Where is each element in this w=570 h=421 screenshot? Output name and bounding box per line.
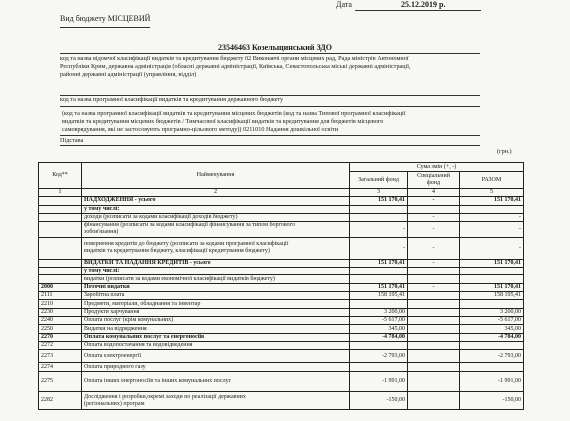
col-code-header: Код** (39, 163, 82, 189)
row-name-line-2: (регіональних) програм (84, 400, 145, 407)
row-general: -150,00 (350, 392, 408, 410)
table-row (39, 196, 524, 205)
row-code (39, 275, 82, 284)
table-row (39, 205, 524, 213)
row-special: - (408, 237, 460, 259)
table-row (39, 259, 524, 267)
row-general (350, 213, 408, 221)
row-special (408, 267, 460, 275)
row-code (39, 259, 82, 267)
row-special: - (408, 196, 460, 205)
row-general: -4 784,00 (350, 334, 408, 342)
row-code: 2250 (39, 325, 82, 334)
row-code (39, 237, 82, 259)
row-general: -5 617,00 (350, 317, 408, 325)
row-name-line: Оплата природного газу (84, 363, 146, 370)
row-code: 2270 (39, 334, 82, 342)
row-general: 158 195,41 (350, 292, 408, 300)
row-name-line: повернення кредитів до бюджету (розписати за кодами програмної класифікації (84, 241, 289, 248)
table-row (39, 392, 524, 410)
row-special (408, 392, 460, 410)
row-general (350, 300, 408, 309)
table-row (39, 267, 524, 275)
row-name (82, 275, 350, 284)
table-row (39, 284, 524, 292)
row-name-line: Дослідження і розробки,окремі заходи по реалізації державних (84, 394, 246, 401)
table-row (39, 275, 524, 284)
row-code: 2275 (39, 372, 82, 392)
row-total: - (460, 213, 524, 221)
row-general: - (350, 221, 408, 237)
row-name (82, 317, 350, 325)
row-general (350, 363, 408, 372)
row-general (350, 342, 408, 350)
basis-underline (60, 145, 480, 146)
program-label: код та назва програмної класифікації видатків та кредитування державного бюджету (60, 96, 284, 103)
row-code (39, 221, 82, 237)
row-name (82, 392, 350, 410)
col-change-header: Сума змін (+, -) (350, 163, 524, 172)
row-special: - (408, 213, 460, 221)
row-general: 3 200,00 (350, 309, 408, 317)
row-special (408, 350, 460, 363)
row-name (82, 325, 350, 334)
row-general: -1 991,00 (350, 372, 408, 392)
row-special: - (408, 284, 460, 292)
row-name (82, 334, 350, 342)
row-special (408, 317, 460, 325)
idx-4: 4 (408, 189, 460, 197)
row-name (82, 284, 350, 292)
col-general-header: Загальний фонд (350, 172, 408, 189)
budget-type: Вид бюджету МІСЦЕВИЙ (60, 14, 151, 23)
row-name-line: Оплата послуг (крім комунальних) (84, 317, 174, 324)
changes-table (38, 162, 524, 410)
local-line1: (код та назва програмної класифікації видатків та кредитування місцевих бюджетів (код та назва Типової програмної класифікації (62, 110, 406, 117)
table-row (39, 372, 524, 392)
row-total (460, 267, 524, 275)
row-code (39, 267, 82, 275)
row-code: 2111 (39, 292, 82, 300)
budget-underline (60, 27, 150, 28)
col-name-header: Найменування (82, 163, 350, 189)
row-general: -2 793,00 (350, 350, 408, 363)
row-name (82, 300, 350, 309)
row-general: 345,00 (350, 325, 408, 334)
row-special (408, 309, 460, 317)
row-total: 151 170,41 (460, 196, 524, 205)
row-total: - (460, 237, 524, 259)
row-name-line: Оплата водопостачання та водовідведення (84, 342, 193, 349)
org-desc-line1: код та назва відомчої класифікації видатків та кредитування бюджету 02 Виконавчі органи місцевих рад, Рада міністрів Автономної (60, 55, 409, 62)
row-code: 2273 (39, 350, 82, 363)
row-code (39, 205, 82, 213)
row-name (82, 350, 350, 363)
table-row (39, 317, 524, 325)
unit-label: (грн.) (497, 148, 512, 155)
row-total (460, 300, 524, 309)
row-special (408, 363, 460, 372)
row-name-line: НАДХОДЖЕННЯ - усього (84, 197, 156, 204)
local-underline (60, 135, 480, 136)
row-name-line: доходи (розписати за кодами класифікації доходів бюджету) (84, 213, 238, 220)
row-name (82, 309, 350, 317)
row-code: 2274 (39, 363, 82, 372)
row-special (408, 334, 460, 342)
row-general: - (350, 237, 408, 259)
date-value: 25.12.2019 р. (401, 0, 446, 9)
row-name (82, 259, 350, 267)
row-name-line: Предмети, матеріали, обладнання та інвентар (84, 300, 201, 307)
row-name-line: Оплата електроенергії (84, 352, 142, 359)
row-special (408, 205, 460, 213)
row-name-line: фінансування (розписати за кодами класифікації фінансування за типом боргового (84, 222, 295, 229)
row-total: -5 617,00 (460, 317, 524, 325)
row-total: 151 170,41 (460, 284, 524, 292)
row-name-line: Продукти харчування (84, 309, 140, 316)
date-underline (355, 10, 481, 11)
table-row (39, 334, 524, 342)
idx-5: 5 (460, 189, 524, 197)
org-desc-line3: районні державні адміністрації (управління, відділ) (60, 71, 197, 78)
row-special (408, 300, 460, 309)
row-name-line-2: зобов'язання) (84, 229, 119, 236)
row-code: 2230 (39, 309, 82, 317)
row-total (460, 275, 524, 284)
org-desc-line2: Республіки Крим, державна адміністрація (обласні державні адміністрації, Київська, Севастопольська міські державні адміністрації, (60, 63, 411, 70)
table-row (39, 221, 524, 237)
row-code: 2282 (39, 392, 82, 410)
row-special (408, 325, 460, 334)
table-row (39, 325, 524, 334)
row-name-line: Поточні видатки (84, 284, 130, 291)
row-name-line-2: видатків та кредитування бюджету, класифікації кредитування бюджету) (84, 248, 270, 255)
local-line2: видатків та кредитування місцевих бюджетів / Тимчасової класифікації видатків та кредитування для бюджетів місцевого (62, 118, 384, 125)
row-total (460, 363, 524, 372)
row-name (82, 196, 350, 205)
row-code: 2272 (39, 342, 82, 350)
col-total-header: РАЗОМ (460, 172, 524, 189)
row-name-line: Оплата комунальних послуг та енергоносіїв (84, 334, 205, 341)
row-special (408, 275, 460, 284)
row-code (39, 196, 82, 205)
row-code: 2240 (39, 317, 82, 325)
row-name-line: Видатки на відрядження (84, 325, 147, 332)
table-row (39, 342, 524, 350)
row-name (82, 237, 350, 259)
basis-label: Підстава (60, 137, 84, 144)
row-total: -2 793,00 (460, 350, 524, 363)
table-row (39, 350, 524, 363)
row-name (82, 372, 350, 392)
table-row (39, 309, 524, 317)
org-underline (60, 53, 480, 54)
row-name (82, 363, 350, 372)
row-total: - (460, 221, 524, 237)
row-name (82, 292, 350, 300)
row-name (82, 205, 350, 213)
row-code: 2210 (39, 300, 82, 309)
row-name (82, 213, 350, 221)
table-row (39, 300, 524, 309)
row-total (460, 342, 524, 350)
row-total (460, 205, 524, 213)
date-label: Дата (336, 0, 352, 9)
row-total: -150,00 (460, 392, 524, 410)
row-total: 345,00 (460, 325, 524, 334)
row-name-line: у тому числі: (84, 267, 120, 274)
row-general: 151 170,41 (350, 196, 408, 205)
table-row (39, 237, 524, 259)
row-total: -4 784,00 (460, 334, 524, 342)
col-special-header: Спеціальний фонд (408, 172, 460, 189)
row-name-line: видатки (розписати за кодами економічної класифікації видатків бюджету) (84, 275, 275, 282)
row-name-line: у тому числі: (84, 205, 120, 212)
row-code (39, 213, 82, 221)
local-line3: самоврядування, які не застосовують програмно-цільового методу)) 0211010 Надання дошкільної освіти (62, 126, 339, 133)
row-total: 158 195,41 (460, 292, 524, 300)
row-special (408, 342, 460, 350)
table-row (39, 292, 524, 300)
idx-1: 1 (39, 189, 82, 197)
row-general (350, 267, 408, 275)
idx-3: 3 (350, 189, 408, 197)
row-general (350, 275, 408, 284)
row-general: 151 170,41 (350, 259, 408, 267)
org-code-name: 23546463 Козельщинський ЗДО (218, 43, 332, 52)
row-name-line: Заробітна плата (84, 292, 125, 299)
row-name (82, 342, 350, 350)
row-name-line: Оплата інших енергоносіїв та інших комунальних послуг (84, 378, 232, 385)
row-name (82, 267, 350, 275)
row-general: 151 170,41 (350, 284, 408, 292)
table-row (39, 363, 524, 372)
program-underline-2 (60, 106, 480, 107)
row-special: - (408, 259, 460, 267)
row-special (408, 372, 460, 392)
idx-2: 2 (82, 189, 350, 197)
row-total: -1 991,00 (460, 372, 524, 392)
row-special (408, 292, 460, 300)
table-row (39, 213, 524, 221)
row-name-line: ВИДАТКИ ТА НАДАННЯ КРЕДИТІВ - усього (84, 259, 211, 266)
row-total: 151 170,41 (460, 259, 524, 267)
row-code: 2000 (39, 284, 82, 292)
row-total: 3 200,00 (460, 309, 524, 317)
row-name (82, 221, 350, 237)
row-general (350, 205, 408, 213)
row-special: - (408, 221, 460, 237)
